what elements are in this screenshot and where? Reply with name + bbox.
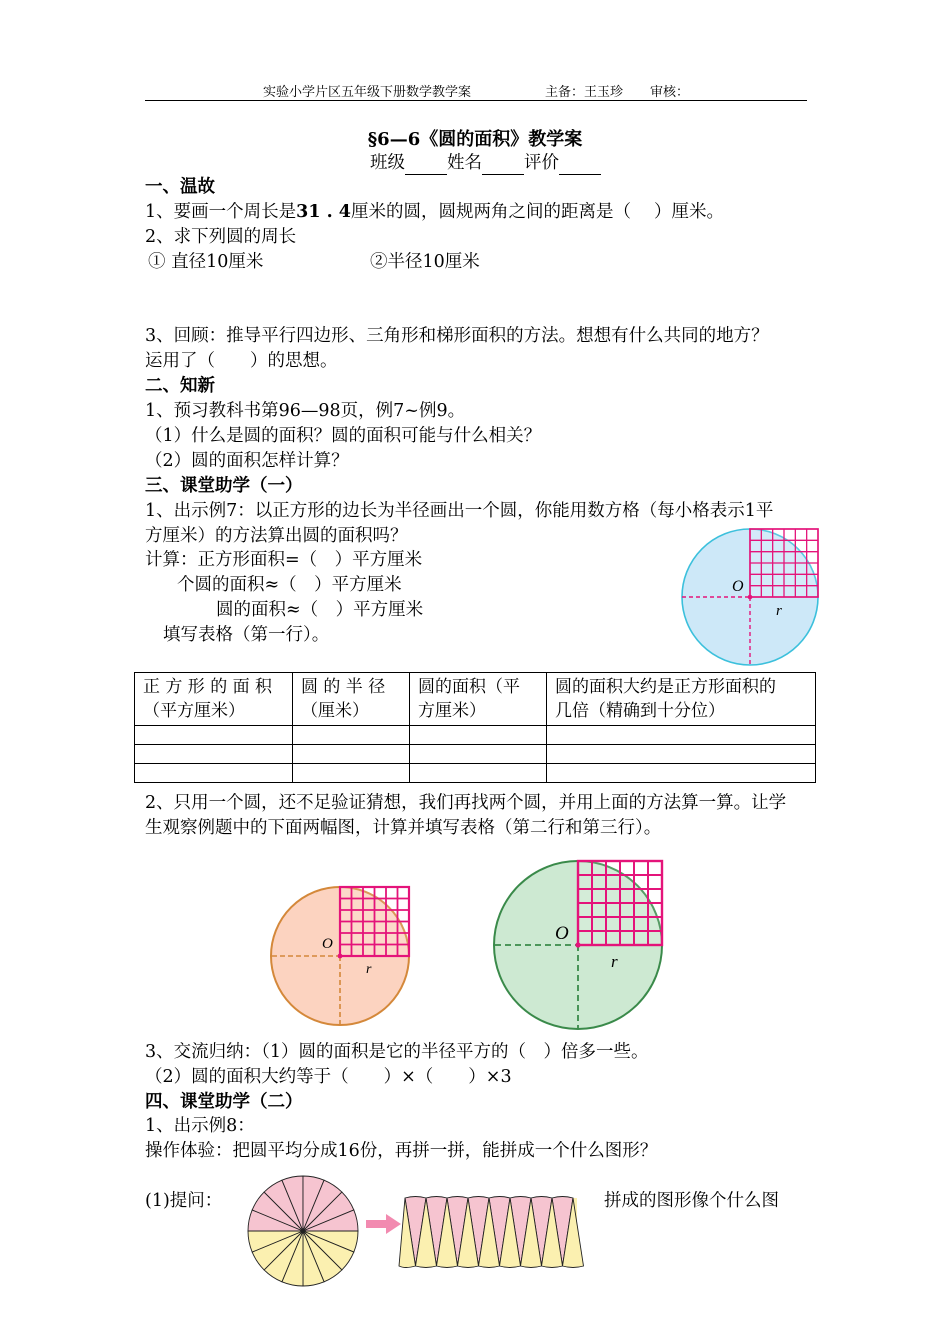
blue-square-grid	[750, 529, 818, 597]
table-cell[interactable]	[410, 764, 547, 783]
center-dot	[338, 954, 343, 959]
calc-line-4: 填写表格（第一行）。	[163, 625, 330, 645]
header-text: （平方厘米）	[143, 701, 245, 721]
table-row	[135, 745, 816, 764]
table-cell[interactable]	[410, 726, 547, 745]
orange-square-grid	[340, 887, 409, 956]
operation-line: 操作体验：把圆平均分成16份，再拼一拼，能拼成一个什么图形？	[145, 1141, 658, 1161]
page-header	[145, 80, 807, 101]
table-cell[interactable]	[293, 745, 410, 764]
calc-line-1: 计算：正方形面积=（ ）平方厘米	[145, 550, 423, 570]
calc-line-3: 圆的面积≈（ ）平方厘米	[216, 600, 424, 620]
question-2a: ① 直径10厘米	[148, 252, 264, 272]
class-blank[interactable]	[405, 156, 447, 175]
header-text: （厘米）	[301, 701, 369, 721]
table-cell[interactable]	[135, 726, 293, 745]
summary-line-1: 3、交流归纳：（1）圆的面积是它的半径平方的（ ）倍多一些。	[145, 1042, 649, 1062]
table-cell[interactable]	[547, 726, 816, 745]
q1-text-a: 1、要画一个周长是	[145, 202, 297, 222]
green-circle-figure	[493, 859, 665, 1031]
divided-circle-figure	[246, 1174, 360, 1288]
q1-text-b: 厘米的圆，圆规两角之间的距离是（ ）厘米。	[350, 202, 725, 222]
header-text: 几倍（精确到十分位）	[555, 701, 725, 721]
table-header-cell	[547, 673, 816, 726]
class-label: 班级	[370, 153, 405, 173]
header-review: 审核：	[650, 85, 690, 100]
question-prompt: (1)提问：	[145, 1191, 223, 1211]
table-cell[interactable]	[547, 745, 816, 764]
table-row	[135, 764, 816, 783]
header-text: 圆的面积（平	[418, 677, 520, 697]
rearranged-wedges	[399, 1197, 584, 1268]
radius-label: r	[366, 962, 372, 977]
question-3b: 运用了（ ）的思想。	[145, 351, 338, 371]
header-text: 正 方 形 的 面 积	[143, 677, 273, 697]
verify-line-1: 2、只用一个圆，还不足验证猜想，我们再找两个圆，并用上面的方法算一算。让学	[145, 793, 787, 813]
blue-circle-figure	[680, 524, 824, 670]
example-7-line-2: 方厘米）的方法算出圆的面积吗？	[145, 526, 408, 546]
question-2b: ②半径10厘米	[370, 252, 480, 272]
header-text: 圆 的 半 径	[301, 677, 386, 697]
center-label: O	[555, 923, 569, 944]
section-heading-new: 二、知新	[145, 376, 215, 396]
shape-question: 拼成的图形像个什么图	[604, 1191, 779, 1211]
eval-blank[interactable]	[559, 156, 601, 175]
q1-number: 31 . 4	[296, 202, 351, 222]
eval-label: 评价	[524, 153, 559, 173]
header-text: 圆的面积大约是正方形面积的	[555, 677, 776, 697]
center-dot	[575, 942, 580, 947]
verify-line-2: 生观察例题中的下面两幅图，计算并填写表格（第二行和第三行）。	[145, 818, 662, 838]
table-header-cell	[410, 673, 547, 726]
question-3: 3、回顾：推导平行四边形、三角形和梯形面积的方法。想想有什么共同的地方？	[145, 326, 769, 346]
center-label: O	[732, 578, 744, 595]
green-square-grid	[578, 861, 662, 945]
orange-circle-figure	[270, 885, 412, 1027]
arrow-shape	[366, 1214, 401, 1234]
preview-line-2: （1）什么是圆的面积？圆的面积可能与什么相关？	[145, 426, 542, 446]
page-title: §6—6《圆的面积》教学案	[367, 129, 583, 150]
example-8-line: 1、出示例8：	[145, 1116, 255, 1136]
center-label: O	[322, 936, 333, 952]
student-info-line	[370, 151, 601, 175]
header-author: 主备：王玉珍	[545, 85, 624, 100]
arrow-icon	[366, 1214, 402, 1234]
preview-line-1: 1、预习教科书第96—98页，例7~例9。	[145, 401, 466, 421]
header-text: 方厘米）	[418, 701, 486, 721]
table-cell[interactable]	[135, 745, 293, 764]
section-heading-review: 一、温故	[145, 177, 215, 197]
table-cell[interactable]	[293, 764, 410, 783]
radius-label: r	[776, 603, 782, 619]
section-heading-class-1: 三、课堂助学（一）	[145, 476, 303, 496]
table-cell[interactable]	[547, 764, 816, 783]
header-school: 实验小学片区五年级下册数学教学案	[263, 85, 472, 100]
table-cell[interactable]	[293, 726, 410, 745]
question-1	[145, 200, 724, 224]
table-header-cell	[135, 673, 293, 726]
summary-line-2: （2）圆的面积大约等于（ ）×（ ）×3	[145, 1067, 512, 1087]
results-table	[134, 672, 816, 783]
circle-wedges	[248, 1176, 358, 1286]
table-header-row	[135, 673, 816, 726]
example-7-line-1: 1、出示例7：以正方形的边长为半径画出一个圆，你能用数方格（每小格表示1平	[145, 501, 774, 521]
table-header-cell	[293, 673, 410, 726]
section-heading-class-2: 四、课堂助学（二）	[145, 1092, 303, 1112]
rearranged-shape-figure	[400, 1195, 580, 1269]
preview-line-3: （2）圆的面积怎样计算？	[145, 451, 349, 471]
table-cell[interactable]	[410, 745, 547, 764]
calc-line-2: 个圆的面积≈（ ）平方厘米	[177, 575, 402, 595]
radius-label: r	[611, 952, 618, 971]
table-cell[interactable]	[135, 764, 293, 783]
name-label: 姓名	[447, 153, 482, 173]
name-blank[interactable]	[482, 156, 524, 175]
question-2: 2、求下列圆的周长	[145, 227, 297, 247]
center-dot	[748, 595, 753, 600]
table-row	[135, 726, 816, 745]
